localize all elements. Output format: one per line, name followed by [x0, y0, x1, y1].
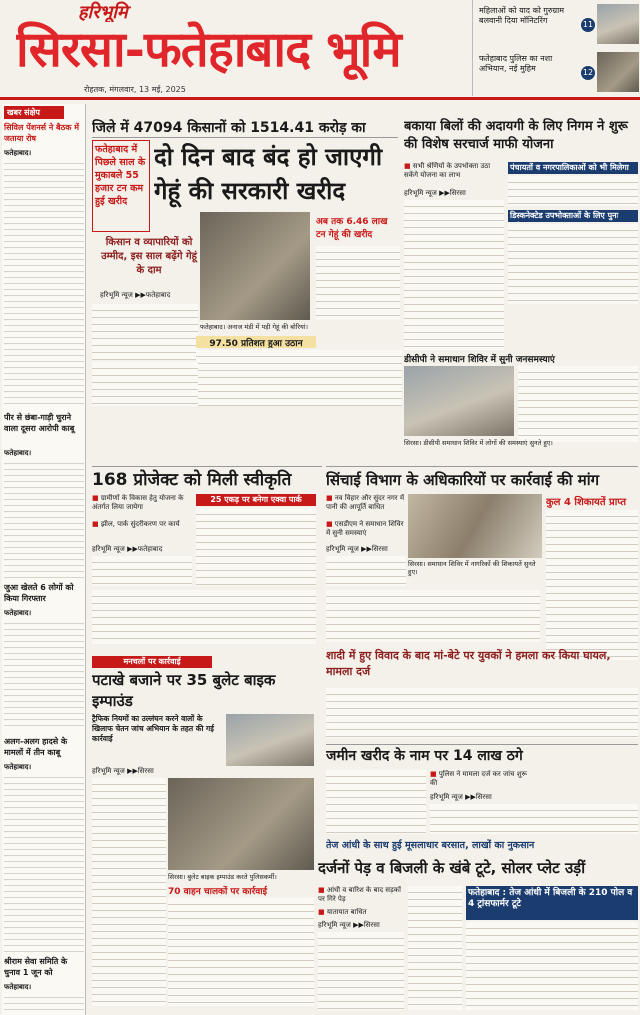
- dowry-body: [546, 510, 638, 660]
- projects-bullet: ■ ग्रामीणों के विकास हेतु योजना के अंतर्गत लिया जायेगा: [92, 494, 192, 518]
- irrigation-body: [326, 556, 406, 586]
- bill-body: [404, 200, 504, 350]
- wheat-stat-body: [316, 246, 400, 320]
- teaser-photo[interactable]: [597, 52, 639, 92]
- wheat-subhead: किसान व व्यापारियों को उम्मीद, इस साल बढ़ेंगे गेहूं के दाम: [101, 237, 197, 276]
- police-photo-top[interactable]: [226, 714, 314, 766]
- teaser-text[interactable]: महिलाओं को याद को गुरुग्राम बलवानी दिया मॉनिटरिंग: [479, 6, 564, 25]
- brief-place: फतेहाबाद।: [4, 449, 32, 457]
- dowry-headline[interactable]: कुल 4 शिकायतें प्राप्त: [546, 497, 627, 508]
- teaser-number: 11: [581, 18, 595, 32]
- wheat-headline[interactable]: दो दिन बाद बंद हो जाएगी गेहूं की सरकारी खरीद: [154, 143, 383, 205]
- wheat-photo[interactable]: [200, 212, 310, 320]
- irrigation-bullet: ■ एसडीएम ने समाधान शिविर में सुनी समस्याएं: [326, 520, 406, 542]
- brief-place: फतेहाबाद।: [4, 983, 32, 991]
- bill-box2-head: डिस्कनेक्टेड उपभोक्ताओं के लिए पुनः: [508, 210, 638, 222]
- projects-bullet: ■ झील, पार्क सुंदरीकरण पर कार्य: [92, 520, 192, 544]
- brief-headline[interactable]: जुआ खेलते 6 लोगों को किया गिरफ्तार: [4, 583, 74, 603]
- brief-headline[interactable]: पीर से छंबा-गाड़ी चुराने वाला दूसरा आरोपी काबू: [4, 413, 75, 433]
- irrigation-byline: हरिभूमि न्यूज ▶▶सिरसा: [326, 545, 388, 553]
- police-headline[interactable]: पटाखे बजाने पर 35 बुलेट बाइक इम्पाउंड: [92, 671, 276, 710]
- dateline: रोहतक, मंगलवार, 13 मई, 2025: [84, 85, 186, 94]
- wheat-red-box: फतेहाबाद में पिछले साल के मुकाबले 55 हजार टन कम हुई खरीद: [92, 140, 150, 232]
- projects-byline: हरिभूमि न्यूज ▶▶फतेहाबाद: [92, 545, 163, 553]
- police-photo[interactable]: [168, 778, 314, 870]
- wheat-byline: हरिभूमि न्यूज ▶▶फतेहाबाद: [100, 291, 171, 299]
- storm-headline[interactable]: दर्जनों पेड़ व बिजली के खंबे टूटे, सोलर प्लेट उड़ीं: [318, 859, 586, 877]
- projects-body: [92, 556, 192, 586]
- brief-body: [4, 458, 84, 578]
- brief-headline[interactable]: अलग-अलग हादसे के मामलों में तीन काबू: [4, 737, 68, 757]
- storm-kicker: तेज आंधी के साथ हुई मूसलाधार बरसात, लाखों का नुकसान: [326, 840, 535, 851]
- section-tag: खबर संक्षेप: [4, 106, 64, 119]
- dowry-story-headline[interactable]: शादी में हुए विवाद के बाद मां-बेटे पर युवकों ने हमला कर किया घायल, मामला दर्ज: [326, 649, 611, 678]
- projects-body: [196, 508, 316, 586]
- masthead-rule: [0, 97, 640, 100]
- fraud-body: [430, 804, 638, 834]
- bill-box2-body: [508, 224, 638, 304]
- police-stat-body: [168, 898, 314, 1006]
- brief-body: [4, 158, 84, 408]
- camp-photo[interactable]: [404, 366, 514, 436]
- brief-body: [4, 992, 84, 1014]
- police-stat: 70 वाहन चालकों पर कार्रवाई: [168, 887, 268, 896]
- brief-place: फतेहाबाद।: [4, 609, 32, 617]
- irrigation-photo[interactable]: [408, 494, 542, 558]
- fraud-headline[interactable]: जमीन खरीद के नाम पर 14 लाख ठगे: [326, 744, 638, 766]
- police-byline: हरिभूमि न्यूज ▶▶सिरसा: [92, 767, 154, 775]
- brief-body: [4, 772, 84, 952]
- camp-headline[interactable]: डीसीपी ने समाधान शिविर में सुनी जनसमस्याएं: [404, 355, 555, 364]
- brief-headline[interactable]: सिविल पेंशनर्स ने बैठक में जताया रोष: [4, 123, 79, 143]
- irrigation-caption: सिरसा। समाधान शिविर में नागरिकों की शिकायतें सुनते हुए।: [408, 560, 536, 576]
- fraud-body: [326, 770, 426, 834]
- bill-box1-body: [508, 176, 638, 206]
- wheat-percent-body: [196, 350, 402, 406]
- brief-place: फतेहाबाद।: [4, 763, 32, 771]
- bill-byline: हरिभूमि न्यूज ▶▶सिरसा: [404, 189, 466, 197]
- bill-box1-head: पंचायतों व नगरपालिकाओं को भी मिलेगा: [508, 162, 638, 174]
- fraud-byline: हरिभूमि न्यूज ▶▶सिरसा: [430, 793, 492, 801]
- camp-body: [518, 366, 638, 442]
- irrigation-bullet: ■ नव विहार और सुंदर नगर में पानी की आपूर्ति बाधित: [326, 494, 406, 516]
- police-sidebar: ट्रैफिक नियमों का उल्लंघन करने वालों के खिलाफ चेतन जांच अभियान के तहत की गई कार्रवाई: [92, 714, 214, 743]
- teaser-text[interactable]: फतेहाबाद पुलिस का नशा अभियान, नई मुहिम: [479, 54, 553, 73]
- fraud-bullet: ■ पुलिस ने मामला दर्ज कर जांच शुरू की: [430, 770, 530, 790]
- brand-logo: हरिभूमि: [78, 2, 128, 22]
- brief-place: फतेहाबाद।: [4, 149, 32, 157]
- projects-continued: [92, 590, 316, 644]
- storm-bullet: ■ यातायात बाधित: [318, 908, 404, 918]
- teaser-number: 12: [581, 66, 595, 80]
- payment-banner[interactable]: जिले में 47094 किसानों को 1514.41 करोड़ का: [92, 118, 398, 138]
- bill-bullet: ■ सभी श्रेणियों के उपभोक्ता उठा सकेंगे योजना का लाभ: [404, 162, 504, 184]
- wheat-photo-caption: फतेहाबाद। अनाज मंडी में पड़ी गेहूं की बोरियां।: [200, 323, 308, 331]
- brief-body: [4, 618, 84, 730]
- wheat-percent-head: 97.50 प्रतिशत हुआ उठान: [196, 336, 316, 348]
- teaser-panel: [472, 0, 640, 96]
- police-tag: मनचलों पर कार्रवाई: [92, 656, 212, 668]
- masthead: [0, 0, 470, 96]
- projects-red-head: 25 एकड़ पर बनेगा एक्वा पार्क: [196, 494, 316, 506]
- camp-caption: सिरसा। डीसीपी समाधान शिविर में लोगों की समस्याएं सुनते हुए।: [404, 439, 553, 447]
- irrigation-continued: [326, 590, 540, 642]
- storm-box-body: [466, 922, 638, 1010]
- bill-headline[interactable]: बकाया बिलों की अदायगी के लिए निगम ने शुरू की विशेष सरचार्ज माफी योजना: [404, 119, 628, 152]
- wheat-stat-head: अब तक 6.46 लाख टन गेहूं की खरीद: [316, 217, 388, 240]
- wheat-body: [92, 362, 198, 406]
- teaser-photo[interactable]: [597, 4, 639, 44]
- left-column: [2, 104, 86, 1015]
- storm-box-headline[interactable]: फतेहाबाद : तेज आंधी में बिजली के 210 पोल व 4 ट्रांसफार्मर टूटे: [466, 886, 638, 920]
- brief-headline[interactable]: श्रीराम सेवा समिति के चुनाव 1 जून को: [4, 957, 68, 977]
- irrigation-headline[interactable]: सिंचाई विभाग के अधिकारियों पर कार्रवाई की मांग: [326, 466, 638, 492]
- dowry-story-body: [326, 688, 638, 738]
- storm-body: [318, 932, 404, 1010]
- newspaper-title: सिरसा-फतेहाबाद भूमि: [16, 20, 401, 78]
- projects-headline[interactable]: 168 प्रोजेक्ट को मिली स्वीकृति: [92, 466, 322, 492]
- police-body: [92, 778, 166, 1006]
- storm-bullet: ■ आंधी व बारिश के बाद सड़कों पर गिरे पेड़: [318, 886, 404, 906]
- police-caption: सिरसा। बुलेट बाइक इम्पाउंड करते पुलिसकर्मी।: [168, 873, 277, 881]
- wheat-body: [92, 304, 198, 360]
- storm-body: [408, 886, 462, 1010]
- storm-byline: हरिभूमि न्यूज ▶▶सिरसा: [318, 921, 380, 929]
